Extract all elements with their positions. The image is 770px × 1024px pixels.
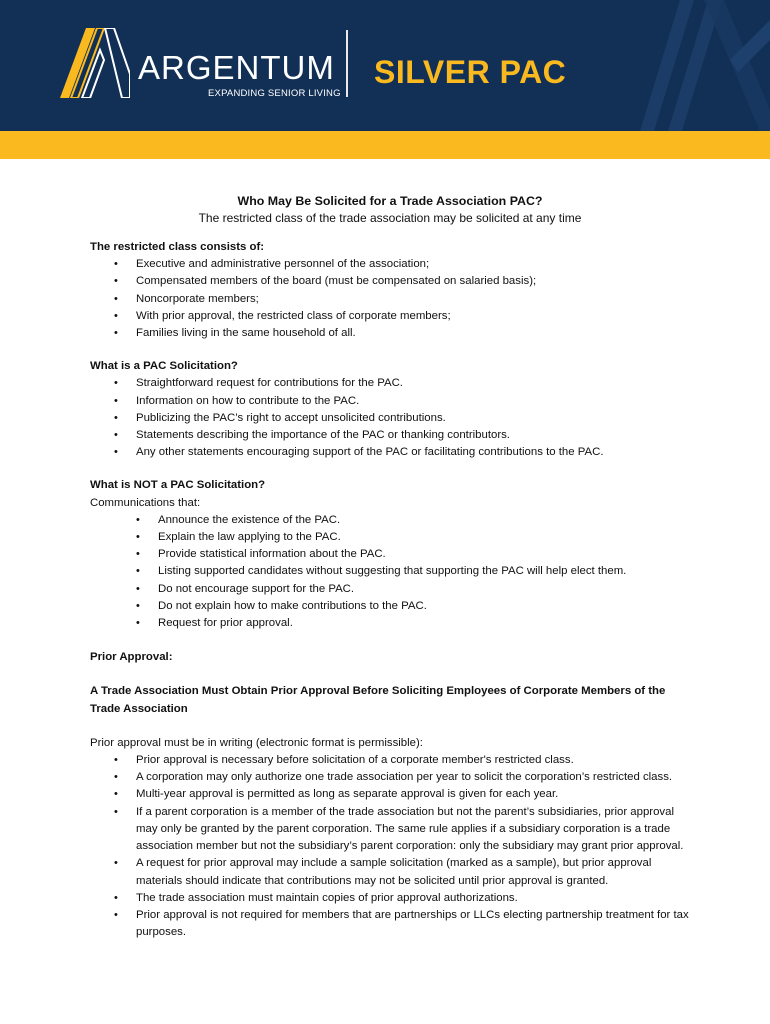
list-item: • Information on how to contribute to the PAC. [90,393,690,410]
list-item: • Do not explain how to make contributions to the PAC. [90,598,690,615]
list-item: • Request for prior approval. [90,615,690,632]
brand-name: ARGENTUM [138,49,335,86]
solicitation-list [90,375,690,461]
list-item: • Noncorporate members; [90,291,690,308]
list-item: • Straightforward request for contributions for the PAC. [90,375,690,392]
list-item: • The trade association must maintain copies of prior approval authorizations. [90,890,690,907]
list-item: • Prior approval is necessary before solicitation of a corporate member's restricted class. [90,752,690,769]
header-banner [0,0,770,131]
list-item: • Multi-year approval is permitted as long as separate approval is given for each year. [90,786,690,803]
restricted-class-heading: The restricted class consists of: [90,241,265,253]
gold-band [0,131,770,159]
list-item: • Listing supported candidates without suggesting that supporting the PAC will help elect them. [90,563,690,580]
prior-approval-list [90,752,690,941]
not-solicitation-heading: What is NOT a PAC Solicitation? [90,479,266,492]
document-body [90,193,690,941]
prior-approval-subheading: A Trade Association Must Obtain Prior Approval Before Soliciting Employees of Corporate Members of the Trade Association [90,685,666,715]
prior-approval-intro: Prior approval must be in writing (electronic format is permissible): [90,736,423,749]
list-item: • Announce the existence of the PAC. [90,512,690,529]
document-subtitle: The restricted class of the trade association may be solicited at any time [198,211,582,225]
brand-tagline: EXPANDING SENIOR LIVING [208,88,341,99]
argentum-logo-icon [58,28,130,98]
list-item: • A corporation may only authorize one trade association per year to solicit the corporation’s restricted class. [90,769,690,786]
list-item: • Provide statistical information about the PAC. [90,546,690,563]
decorative-stripes [620,0,770,131]
list-item: • Explain the law applying to the PAC. [90,529,690,546]
list-item: • If a parent corporation is a member of the trade association but not the parent’s subsidiaries, prior approval may only be granted by the parent corporation. The same rule applies if a subsidiary corporation is a trade association member but not the subsidiary’s parent corporation: only the subsidiary may grant prior approval. [90,804,690,856]
list-item: • With prior approval, the restricted class of corporate members; [90,308,690,325]
list-item: • Publicizing the PAC’s right to accept unsolicited contributions. [90,410,690,427]
list-item: • Families living in the same household of all. [90,325,690,342]
solicitation-heading: What is a PAC Solicitation? [90,360,238,373]
pac-name: SILVER PAC [374,54,567,90]
restricted-class-list [90,256,690,342]
logo-divider [346,30,348,97]
not-solicitation-list [90,512,690,632]
list-item: • Statements describing the importance of the PAC or thanking contributors. [90,427,690,444]
list-item: • Any other statements encouraging support of the PAC or facilitating contributions to the PAC. [90,444,690,461]
not-solicitation-intro: Communications that: [90,496,201,509]
prior-approval-heading: Prior Approval: [90,651,173,664]
list-item: • Prior approval is not required for members that are partnerships or LLCs electing partnership treatment for tax purposes. [90,907,690,941]
document-title: Who May Be Solicited for a Trade Association PAC? [237,194,543,208]
list-item: • Executive and administrative personnel of the association; [90,256,690,273]
list-item: • A request for prior approval may include a sample solicitation (marked as a sample), but prior approval materials should indicate that contributions may not be solicited until prior approval is granted. [90,855,690,889]
list-item: • Do not encourage support for the PAC. [90,581,690,598]
list-item: • Compensated members of the board (must be compensated on salaried basis); [90,273,690,290]
